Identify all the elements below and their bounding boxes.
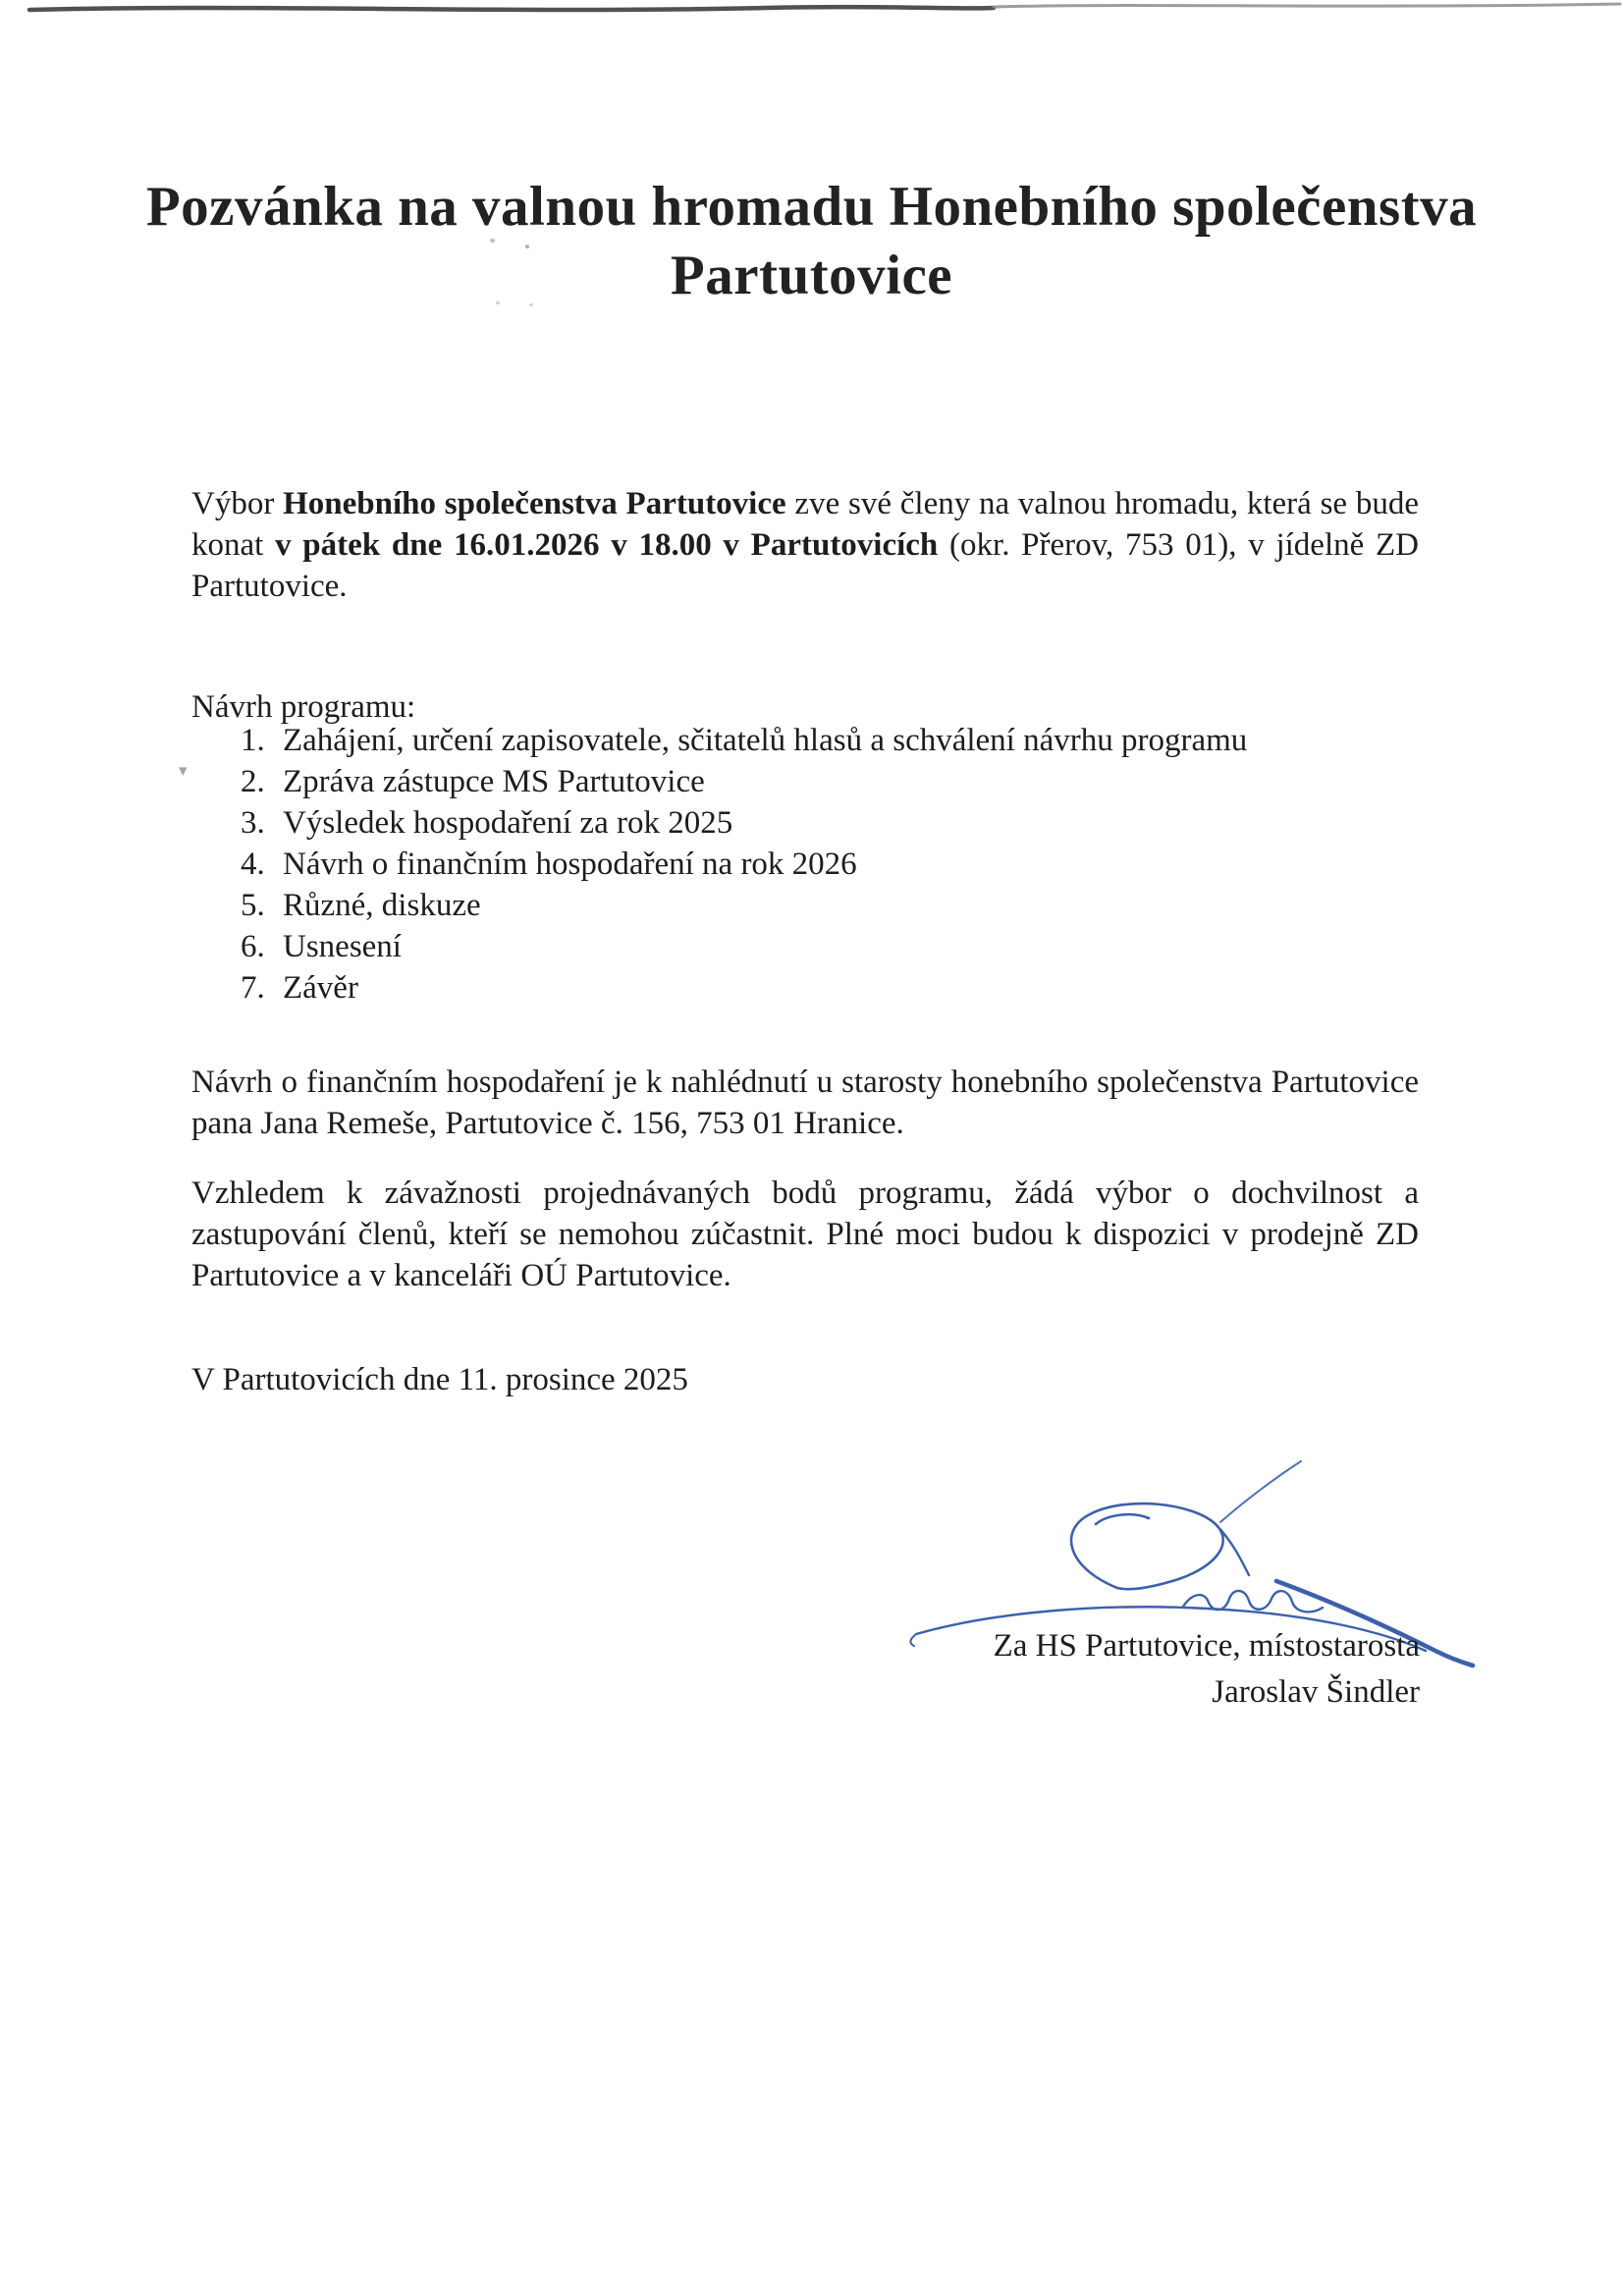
intro-paragraph: [191, 483, 1419, 607]
intro-text-segment: (okr. Přerov, 753 01), v jídelně ZD Partutovice.: [191, 527, 1419, 604]
signature-name: Jaroslav Šindler: [1212, 1674, 1420, 1710]
agenda-item-number: 2.: [241, 764, 265, 799]
intro-bold-society: Honebního společenstva Partutovice: [283, 486, 786, 521]
proxy-paragraph: Vzhledem k závažnosti projednávaných bodů programu, žádá výbor o dochvilnost a zastupování členů, kteří se nemohou zúčastnit. Plné moci budou k dispozici v prodejně ZD Partutovice a v kanceláři OÚ Partutovice.: [191, 1175, 1419, 1293]
document-title-line2: Partutovice: [670, 245, 953, 306]
agenda-item-number: 4.: [241, 847, 265, 882]
scan-edge-artifact: [0, 0, 1623, 24]
agenda-item-number: 5.: [241, 888, 265, 923]
signature-stroke: [1217, 1525, 1249, 1575]
intro-text-segment: Výbor: [191, 486, 284, 521]
agenda-item-text: Závěr: [283, 970, 358, 1006]
signature-stroke: [1183, 1591, 1323, 1612]
agenda-item: [0, 967, 1434, 1009]
agenda-item: [0, 720, 1434, 761]
document-title-line1: Pozvánka na valnou hromadu Honebního společenstva: [145, 176, 1478, 238]
agenda-item-number: 7.: [241, 970, 265, 1006]
dateline: V Partutovicích dne 11. prosince 2025: [191, 1362, 688, 1397]
agenda-item-number: 1.: [241, 723, 265, 758]
agenda-item-number: 3.: [241, 805, 265, 841]
agenda-item-number: 6.: [241, 929, 265, 964]
signature-stroke: [1220, 1461, 1301, 1522]
agenda-item-text: Návrh o finančním hospodaření na rok 2026: [283, 847, 857, 882]
agenda-item: [0, 844, 1434, 885]
intro-bold-datetime: v pátek dne 16.01.2026 v 18.00 v Partutovicích: [275, 527, 939, 563]
intro-text-segment: zve své členy na valnou hromadu, která se bude konat: [191, 486, 1420, 563]
signature-stroke: [1071, 1503, 1223, 1589]
agenda-item: [0, 885, 1434, 926]
document-title: [0, 173, 1623, 310]
signature-role: Za HS Partutovice, místostarosta: [993, 1628, 1420, 1664]
scan-line-left: [29, 7, 994, 10]
agenda-item-text: Usnesení: [283, 929, 402, 964]
agenda-item: [0, 802, 1434, 844]
agenda-heading: Návrh programu:: [191, 689, 416, 725]
agenda-item: [0, 761, 1434, 802]
agenda-item-text: Zahájení, určení zapisovatele, sčitatelů hlasů a schválení návrhu programu: [283, 723, 1248, 758]
signature-block: [0, 1623, 1420, 1716]
agenda-item-text: Zpráva zástupce MS Partutovice: [283, 764, 705, 799]
finance-paragraph: Návrh o finančním hospodaření je k nahlédnutí u starosty honebního společenstva Partutovice pana Jana Remeše, Partutovice č. 156, 753 01 Hranice.: [191, 1065, 1419, 1141]
agenda-item-text: Výsledek hospodaření za rok 2025: [283, 805, 733, 841]
agenda-list: [0, 720, 1434, 1009]
agenda-item: [0, 926, 1434, 967]
agenda-item-text: Různé, diskuze: [283, 888, 481, 923]
scan-line-right: [994, 4, 1620, 7]
scan-triangle-artifact: ▾: [179, 761, 188, 780]
